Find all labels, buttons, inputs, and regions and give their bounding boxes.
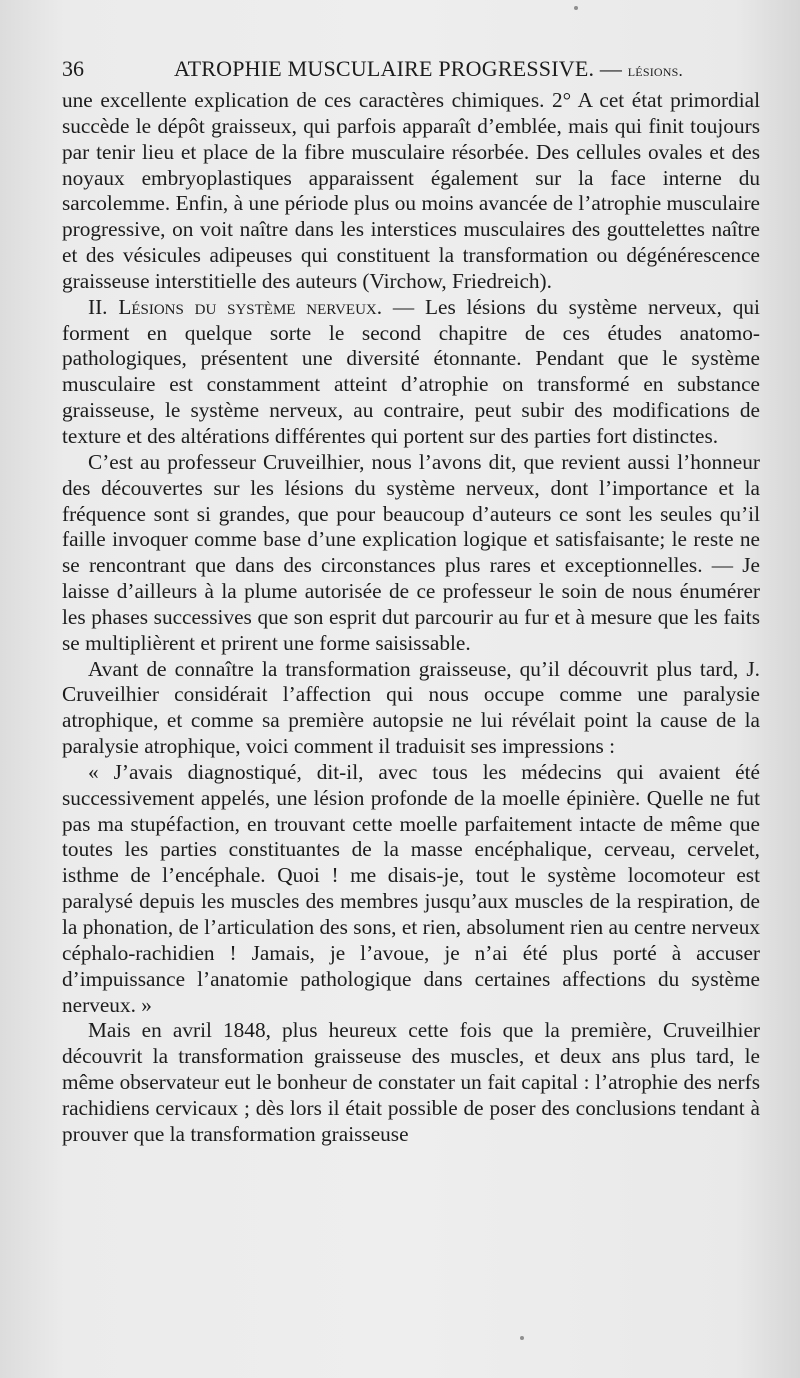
quotation-paragraph: « J’avais diagnostiqué, dit-il, avec tous les médecins qui avaient été successivement appelés, une lésion profonde de la moelle épinière. Quelle ne fut pas ma stupéfaction, en trouvant cette moelle parfaitement intacte de même que toutes les parties constituantes de la masse encéphalique, cerveau, cervelet, isthme de l’encéphale. Quoi ! me disais-je, tout le système locomoteur est paralysé depuis les muscles des membres jusqu’aux muscles de la respiration, de la phonation, de l’articulation des sons, et rien, absolument rien au centre nerveux céphalo-rachidien ! Jamais, je l’avoue, je n’ai été plus porté à accuser d’impuissance l’anatomie pathologique dans certaines affections du système nerveux. » — [62, 759, 760, 1017]
body-text — [62, 88, 760, 1148]
ink-speck — [574, 6, 578, 10]
running-title-section: lésions. — [627, 61, 683, 80]
paragraph: Avant de connaître la transformation graisseuse, qu’il découvrit plus tard, J. Cruveilhier considérait l’affection qui nous occupe comme une paralysie atrophique, et comme sa première autopsie ne lui révélait point la cause de la paralysie atrophique, voici comment il traduisit ses impressions : — [62, 656, 760, 759]
paragraph: C’est au professeur Cruveilhier, nous l’avons dit, que revient aussi l’honneur des découvertes sur les lésions du système nerveux, dont l’importance et la fréquence sont si grandes, que pour beaucoup d’auteurs ce sont les seules qu’il faille invoquer comme base d’une explication logique et satisfaisante; le reste ne se rencontrant que dans des circonstances plus rares et exceptionnelles. — Je laisse d’ailleurs à la plume autorisée de ce professeur le soin de nous énumérer les phases successives que son esprit dut parcourir au fur et à mesure que les faits se multiplièrent et prirent une forme saisissable. — [62, 449, 760, 655]
paragraph: Mais en avril 1848, plus heureux cette fois que la première, Cruveilhier découvrit la transformation graisseuse des muscles, et deux ans plus tard, le même observateur eut le bonheur de constater un fait capital : l’atrophie des nerfs rachidiens cervicaux ; dès lors il était possible de poser des conclusions tendant à prouver que la transformation graisseuse — [62, 1018, 760, 1146]
paragraph: une excellente explication de ces caractères chimiques. 2° A cet état primordial succède le dépôt graisseux, qui parfois apparaît d’emblée, mais qui finit toujours par tenir lieu et place de la fibre musculaire résorbée. Des cellules ovales et des noyaux embryoplastiques apparaissent également sur la face interne du sarcolemme. Enfin, à une période plus ou moins avancée de l’atrophie musculaire progressive, on voit naître dans les interstices musculaires des gouttelettes naître et des vésicules adipeuses qui constituent la transformation ou dégénérescence graisseuse interstitielle des auteurs (Virchow, Friedreich). — [62, 88, 760, 293]
section-heading: II. Lésions du système nerveux. — [88, 294, 383, 319]
paragraph — [62, 295, 760, 450]
paragraph-text: — Les lésions du système nerveux, qui forment en quelque sorte le second chapitre de ces études anatomo-pathologiques, présentent une diversité étonnante. Pendant que le système musculaire est constamment atteint d’atrophie on transformé en substance graisseuse, le système nerveux, au contraire, peut subir des modifications de texture et des altérations différentes qui portent sur des parties fort distinctes. — [62, 294, 760, 448]
running-header — [62, 52, 762, 86]
ink-speck — [520, 1336, 524, 1340]
running-title — [174, 52, 683, 88]
running-title-main: ATROPHIE MUSCULAIRE PROGRESSIVE. — — [174, 56, 623, 81]
page-number: 36 — [62, 56, 84, 81]
